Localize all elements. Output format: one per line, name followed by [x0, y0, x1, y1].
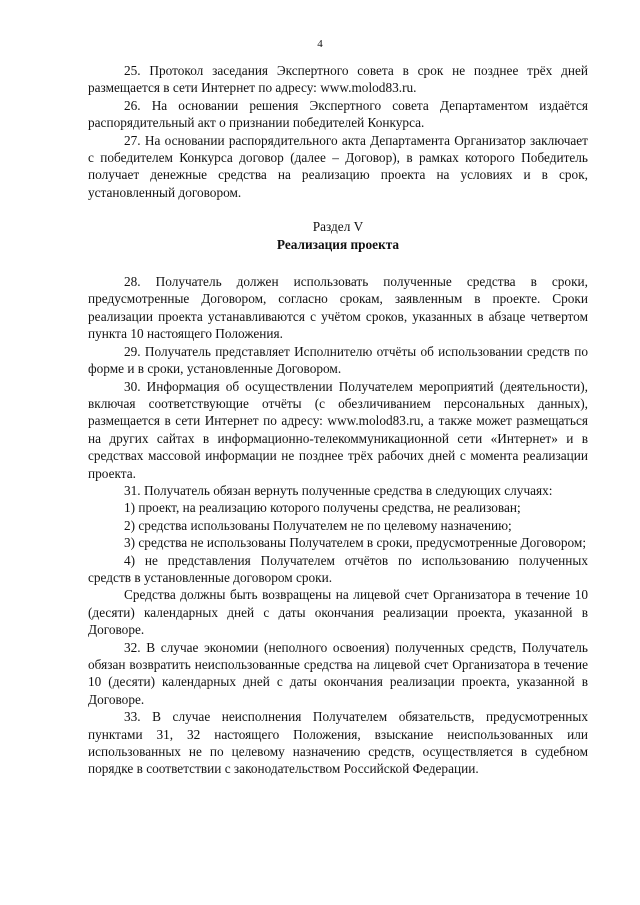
list-item-31-1: 1) проект, на реализацию которого получены средства, не реализован; [124, 500, 521, 516]
paragraph-28: 28. Получатель должен использовать полученные средства в сроки, предусмотренные Договором, согласно срокам, заявленным в проекте. Сроки реализации проекта устанавливаются с учётом сроков, указанных в абзаце четвертом пункта 10 настоящего Положения. [88, 274, 588, 342]
paragraph-31: 31. Получатель обязан вернуть полученные средства в следующих случаях: [124, 482, 553, 498]
paragraph-31-return: Средства должны быть возвращены на лицевой счет Организатора в течение 10 (десяти) календарных дней с даты окончания реализации проекта, указанной в Договоре. [88, 587, 588, 638]
paragraph-29: 29. Получатель представляет Исполнителю отчёты об использовании средств по форме и в сроки, установленные Договором. [88, 343, 588, 377]
list-item-31-2: 2) средства использованы Получателем не по целевому назначению; [124, 517, 512, 533]
list-item-31-4: 4) не представления Получателем отчётов по использованию полученных средств в установленные договором сроки. [88, 552, 588, 585]
list-item-31-3: 3) средства не использованы Получателем в сроки, предусмотренные Договором; [124, 535, 587, 551]
document-body [88, 62, 588, 778]
section-title: Реализация проекта [276, 236, 400, 252]
paragraph-26: 26. На основании решения Экспертного совета Департаментом издаётся распорядительный акт о признании победителей Конкурса. [88, 97, 588, 131]
section-heading [88, 218, 588, 253]
paragraph-25: 25. Протокол заседания Экспертного совета в срок не позднее трёх дней размещается в сети Интернет по адресу: www.molod83.ru. [88, 63, 588, 96]
paragraph-33: 33. В случае неисполнения Получателем обязательств, предусмотренных пунктами 31, 32 настоящего Положения, взыскание неиспользованных или использованных не по целевому назначению средств, осуществляется в судебном порядке в соответствии с законодательством Российской Федерации. [88, 709, 588, 777]
paragraph-30: 30. Информация об осуществлении Получателем мероприятий (деятельности), включая соответствующие отчёты (с обезличиванием персональных данных), размещается в сети Интернет по адресу: www.molod83.ru, а также может размещаться на других сайтах в информационно-телекоммуникационной сети «Интернет» и в средствах массовой информации не позднее трёх рабочих дней с момента реализации проекта. [88, 378, 588, 481]
paragraph-32: 32. В случае экономии (неполного освоения) полученных средств, Получатель обязан возвратить неиспользованные средства на лицевой счет Организатора в течение 10 (десяти) календарных дней с даты окончания реализации проекта, указанной в Договоре. [88, 639, 588, 707]
section-number: Раздел V [312, 219, 364, 235]
page-number: 4 [317, 38, 323, 50]
paragraph-27: 27. На основании распорядительного акта Департамента Организатор заключает с победителем Конкурса договор (далее – Договор), в рамках которого Победитель получает денежные средства на реализацию проекта на условиях и в срок, установленный договором. [88, 132, 588, 200]
